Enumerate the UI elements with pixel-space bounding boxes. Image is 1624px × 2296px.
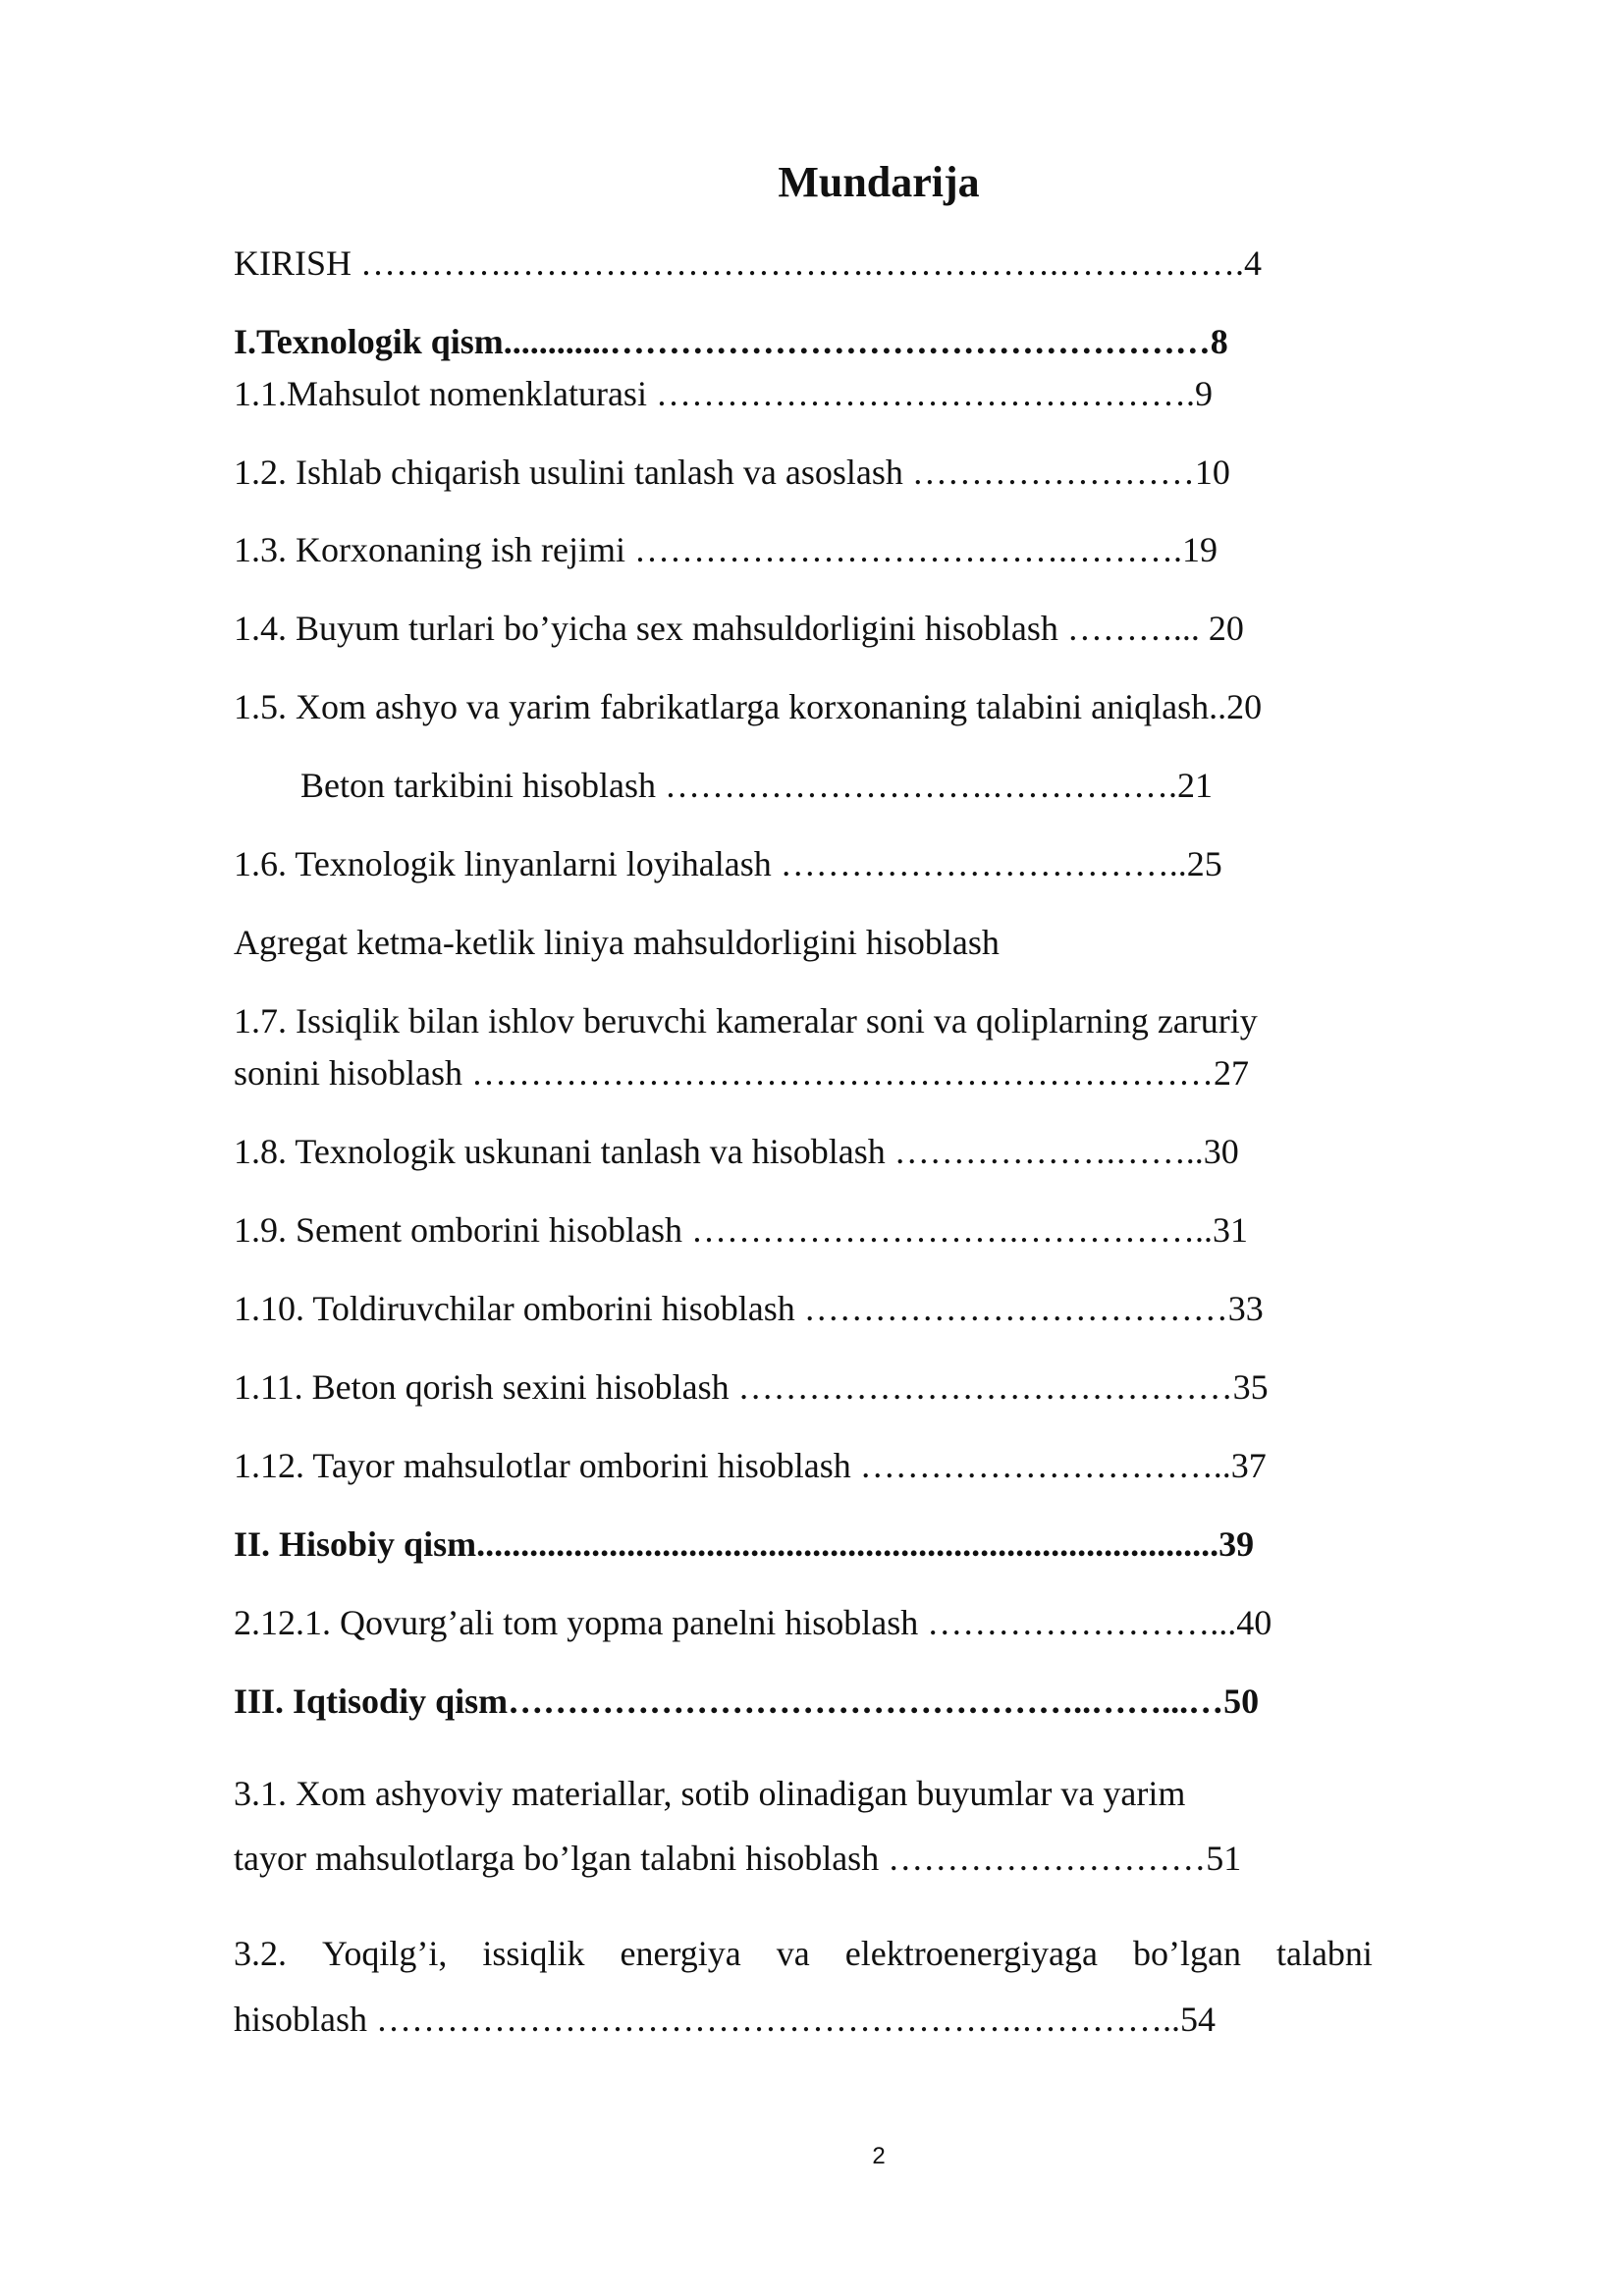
toc-word: talabni	[1275, 1934, 1373, 1973]
toc-word: bo’lgan	[1132, 1934, 1241, 1973]
toc-section-calculation: II. Hisobiy qism....................................................................................39	[234, 1524, 1255, 1564]
toc-entry: 1.2. Ishlab chiqarish usulini tanlash va asoslash ……………………10	[234, 453, 1230, 492]
toc-entry: 1.12. Tayor mahsulotlar omborini hisoblash …………………………..37	[234, 1446, 1267, 1485]
toc-section-economic: III. Iqtisodiy qism…………………………………………..……...…50	[234, 1682, 1260, 1721]
toc-entry: 2.12.1. Qovurg’ali tom yopma panelni hisoblash ……………………...40	[234, 1603, 1272, 1642]
toc-section-technological: I.Texnologik qism............……………………………………………8	[234, 322, 1228, 361]
toc-entry: 1.9. Sement omborini hisoblash ……………………….……………..31	[234, 1210, 1248, 1250]
toc-entry: 1.4. Buyum turlari bo’yicha sex mahsuldorligini hisoblash ………... 20	[234, 609, 1244, 648]
toc-entry: 1.11. Beton qorish sexini hisoblash ……………………………………35	[234, 1367, 1269, 1407]
toc-entry: 3.1. Xom ashyoviy materiallar, sotib olinadigan buyumlar va yarim	[234, 1774, 1186, 1813]
page-number: 2	[872, 2143, 886, 2169]
toc-entry: 1.5. Xom ashyo va yarim fabrikatlarga korxonaning talabini aniqlash..20	[234, 687, 1263, 726]
toc-word: Yoqilg’i,	[322, 1934, 448, 1973]
toc-entry-kirish: KIRISH ………….………………………….…………….…………….4	[234, 243, 1263, 283]
toc-entry: Agregat ketma-ketlik liniya mahsuldorligini hisoblash	[234, 923, 1000, 962]
page-title: Mundarija	[778, 158, 980, 206]
toc-entry: 1.1.Mahsulot nomenklaturasi ……………………………………….9	[234, 374, 1213, 413]
toc-word: 3.2.	[234, 1934, 287, 1973]
toc-entry-justified	[234, 1932, 1373, 1975]
toc-entry-continuation: hisoblash ……………………………………………….…………..54	[234, 2000, 1217, 2039]
toc-subentry: Beton tarkibini hisoblash ……………………….…………….21	[300, 766, 1213, 805]
toc-word: elektroenergiyaga	[844, 1934, 1098, 1973]
toc-word: energiya	[620, 1934, 741, 1973]
toc-word: va	[776, 1934, 810, 1973]
toc-entry-continuation: tayor mahsulotlarga bo’lgan talabni hisoblash ………………………51	[234, 1839, 1242, 1878]
toc-entry: 1.8. Texnologik uskunani tanlash va hisoblash ……………….……..30	[234, 1132, 1239, 1171]
toc-entry: 1.6. Texnologik linyanlarni loyihalash ……………………………..25	[234, 844, 1222, 883]
toc-entry: 1.7. Issiqlik bilan ishlov beruvchi kameralar soni va qoliplarning zaruriy	[234, 1001, 1258, 1041]
toc-entry-continuation: sonini hisoblash ………………………………………………………27	[234, 1053, 1250, 1093]
toc-entry: 1.3. Korxonaning ish rejimi ……………………………….……….19	[234, 530, 1218, 569]
toc-entry: 1.10. Toldiruvchilar omborini hisoblash ………………………………33	[234, 1289, 1264, 1328]
toc-word: issiqlik	[482, 1934, 585, 1973]
